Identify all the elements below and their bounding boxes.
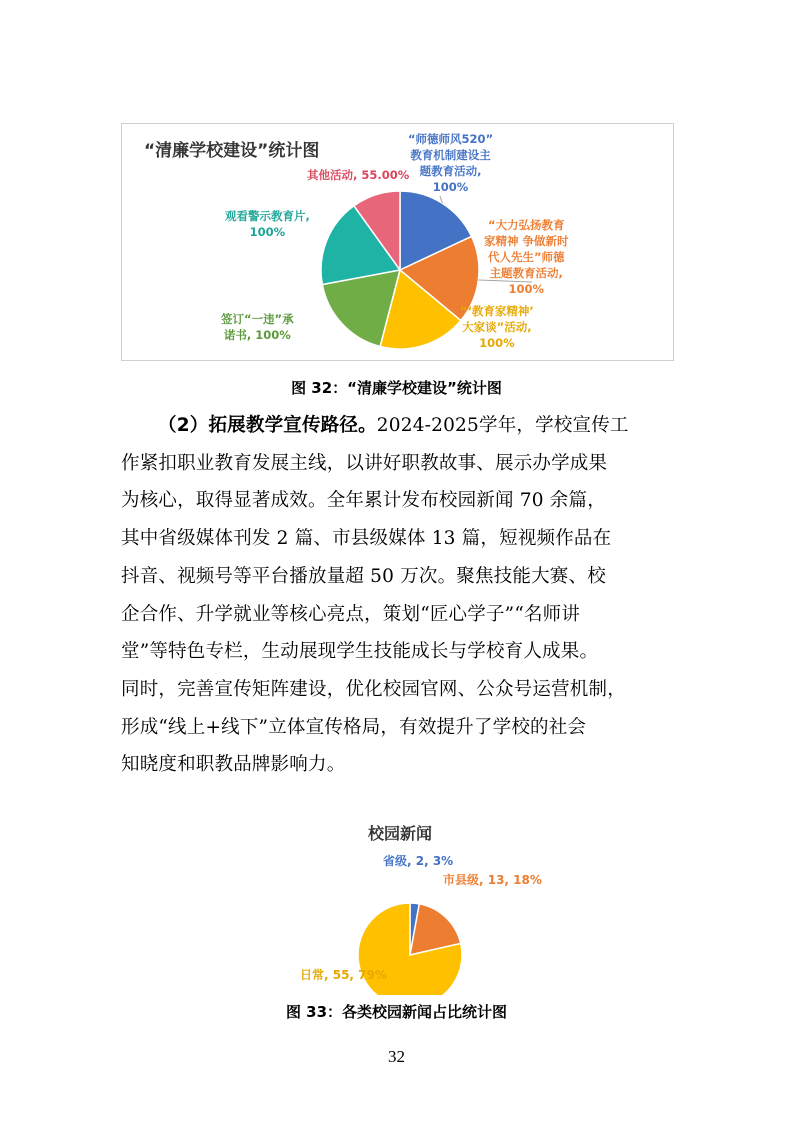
data-label: 签订“一违”承 诺书, 100% [221,312,294,342]
data-label: 观看警示教育片, 100% [225,209,310,239]
paragraph-line: 形成“线上+线下”立体宣传格局，有效提升了学校的社会 [121,716,587,738]
page-number: 32 [388,1047,405,1066]
data-label: 日常, 55, 79% [300,968,387,982]
data-label: “‘教育家精神’ 大家谈”活动, 100% [460,304,534,350]
data-label: 省级, 2, 3% [383,854,454,868]
chart-title: 校园新闻 [368,824,433,843]
data-label: “大力弘扬教育 家精神 争做新时 代人先生”师德 主题教育活动, 100% [484,218,569,296]
figure-32-chart [121,123,674,361]
paragraph-line: 为核心，取得显著成效。全年累计发布校园新闻 70 余篇， [121,490,606,512]
data-label: 其他活动, 55.00% [307,168,410,182]
paragraph-line: （2）拓展教学宣传路径。2024-2025学年，学校宣传工 [158,415,629,436]
paragraph-line: 其中省级媒体刊发 2 篇、市县级媒体 13 篇，短视频作品在 [121,528,612,550]
paragraph-line: 知晓度和职教品牌影响力。 [121,754,346,776]
figure-caption: 图 32：“清廉学校建设”统计图 [291,379,502,397]
paragraph-line: 作紧扣职业教育发展主线，以讲好职教故事、展示办学成果 [121,452,608,474]
figure-caption: 图 33：各类校园新闻占比统计图 [285,1003,508,1021]
paragraph-line: 抖音、视频号等平台播放量超 50 万次。聚焦技能大赛、校 [121,565,606,587]
body-paragraph [121,407,676,784]
data-label: 市县级, 13, 18% [443,873,542,887]
paragraph-line: 企合作、升学就业等核心亮点，策划“匠心学子”“名师讲 [121,603,581,625]
paragraph-line: 堂”等特色专栏，生动展现学生技能成长与学校育人成果。 [121,641,599,663]
paragraph-line: 同时，完善宣传矩阵建设，优化校园官网、公众号运营机制， [121,678,626,700]
section-heading: （2）拓展教学宣传路径。 [158,415,377,436]
chart-title: “清廉学校建设”统计图 [144,141,320,161]
data-label: “师德师风520” 教育机制建设主 题教育活动, 100% [408,132,494,194]
